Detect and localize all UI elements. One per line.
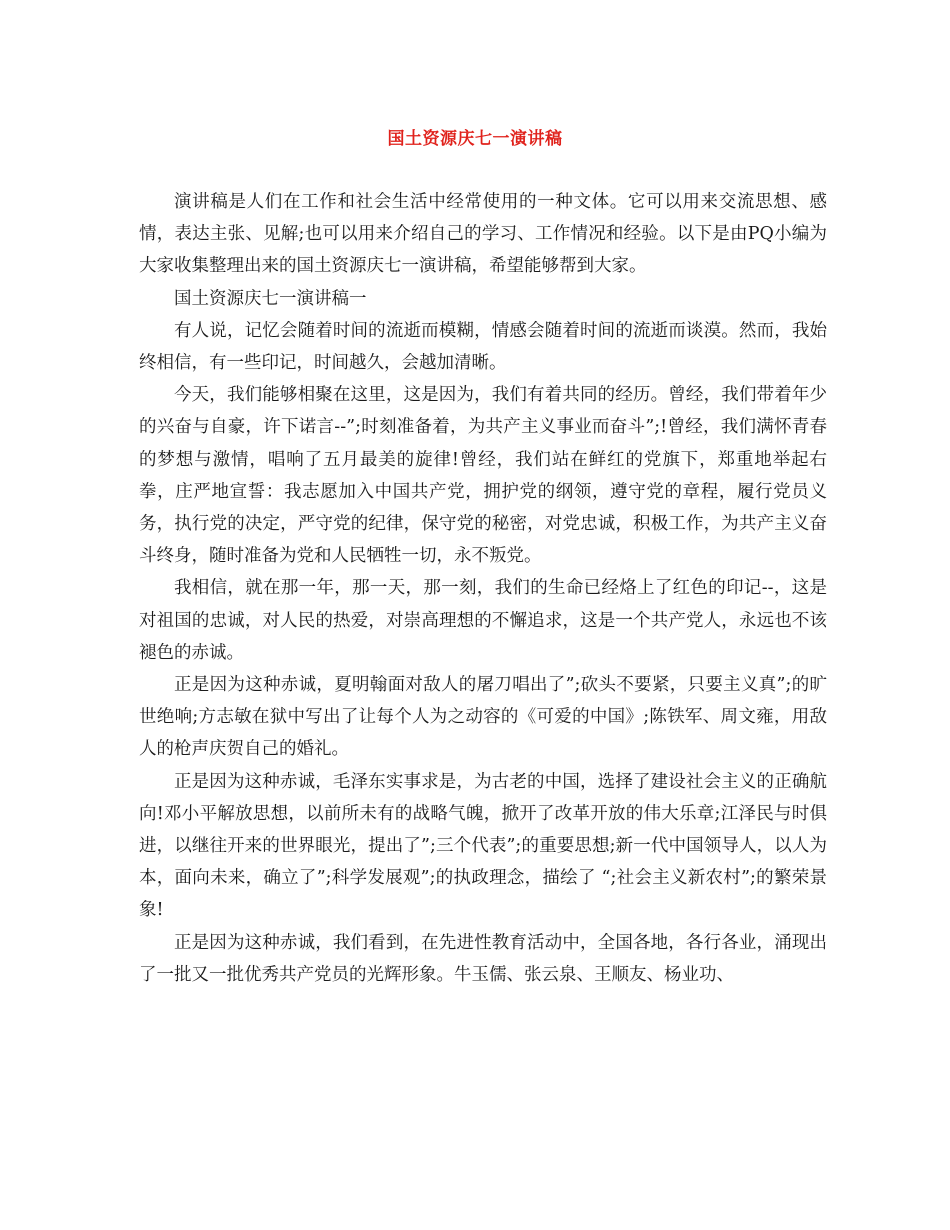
paragraph: 正是因为这种赤诚，毛泽东实事求是，为古老的中国，选择了建设社会主义的正确航向!邓小平解放思想，以前所未有的战略气魄，掀开了改革开放的伟大乐章;江泽民与时俱进，以继往开来的世界眼光，提出了”;三个代表”;的重要思想;新一代中国领导人，以人为本，面向未来，确立了”;科学发展观”;的执政理念，描绘了 “;社会主义新农村”;的繁荣景象! bbox=[139, 771, 827, 921]
paragraph: 今天，我们能够相聚在这里，这是因为，我们有着共同的经历。曾经，我们带着年少的兴奋与自豪，许下诺言--”;时刻准备着，为共产主义事业而奋斗”;!曾经，我们满怀青春的梦想与激情，唱响了五月最美的旋律!曾经，我们站在鲜红的党旗下，郑重地举起右拳，庄严地宣誓：我志愿加入中国共产党，拥护党的纲领，遵守党的章程，履行党员义务，执行党的决定，严守党的纪律，保守党的秘密，对党忠诚，积极工作，为共产主义奋斗终身，随时准备为党和人民牺牲一切，永不叛党。 bbox=[139, 385, 827, 567]
paragraph: 正是因为这种赤诚，夏明翰面对敌人的屠刀唱出了”;砍头不要紧，只要主义真”;的旷世绝响;方志敏在狱中写出了让每个人为之动容的《可爱的中国》;陈铁军、周文雍，用敌人的枪声庆贺自己的婚礼。 bbox=[139, 675, 827, 760]
paragraph: 正是因为这种赤诚，我们看到，在先进性教育活动中，全国各地，各行各业，涌现出了一批又一批优秀共产党员的光辉形象。牛玉儒、张云泉、王顺友、杨业功、 bbox=[139, 932, 827, 985]
paragraph-intro: 演讲稿是人们在工作和社会生活中经常使用的一种文体。它可以用来交流思想、感情，表达主张、见解;也可以用来介绍自己的学习、工作情况和经验。以下是由PQ小编为大家收集整理出来的国土资源庆七一演讲稿，希望能够帮到大家。 bbox=[139, 192, 827, 277]
document-title: 国土资源庆七一演讲稿 bbox=[387, 129, 563, 149]
section-heading: 国土资源庆七一演讲稿一 bbox=[174, 288, 367, 309]
paragraph: 有人说，记忆会随着时间的流逝而模糊，情感会随着时间的流逝而谈漠。然而，我始终相信，有一些印记，时间越久，会越加清晰。 bbox=[139, 320, 827, 374]
document-body bbox=[139, 186, 827, 991]
paragraph: 我相信，就在那一年，那一天，那一刻，我们的生命已经烙上了红色的印记--，这是对祖国的忠诚，对人民的热爱，对崇高理想的不懈追求，这是一个共产党人，永远也不该褪色的赤诚。 bbox=[139, 578, 827, 663]
